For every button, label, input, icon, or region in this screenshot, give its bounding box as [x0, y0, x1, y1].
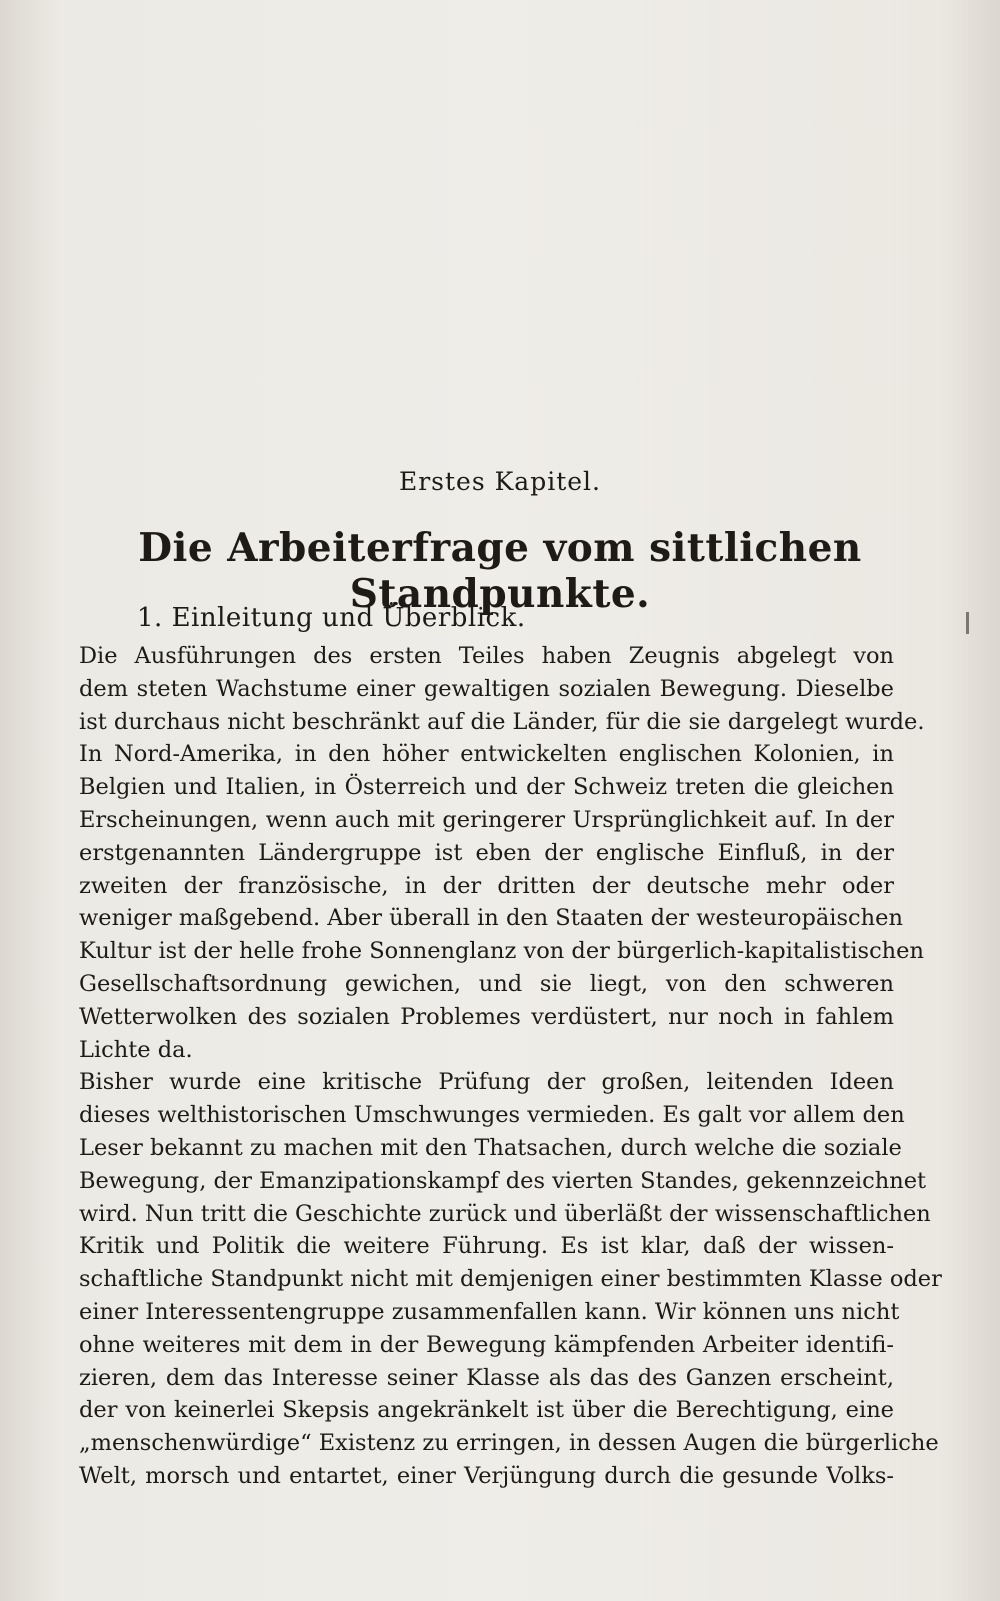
paragraph-2: [79, 1066, 942, 1492]
body-text: [79, 640, 942, 1493]
text-line: ohne weiteres mit dem in der Bewegung kämpfenden Arbeiter identifi-: [79, 1331, 894, 1358]
text-line: In Nord-Amerika, in den höher entwickelten englischen Kolonien, in: [79, 741, 894, 768]
text-line: Wetterwolken des sozialen Problemes verdüstert, nur noch in fahlem: [79, 1003, 894, 1030]
text-line: dieses welthistorischen Umschwunges vermieden. Es galt vor allem den: [79, 1102, 905, 1129]
text-line: erstgenannten Ländergruppe ist eben der englische Einfluß, in der: [79, 839, 894, 866]
text-line: wird. Nun tritt die Geschichte zurück und überläßt der wissenschaftlichen: [79, 1200, 931, 1227]
text-line: zweiten der französische, in der dritten der deutsche mehr oder: [79, 872, 894, 899]
text-line: Welt, morsch und entartet, einer Verjüngung durch die gesunde Volks-: [79, 1462, 894, 1489]
text-line: einer Interessentengruppe zusammenfallen kann. Wir können uns nicht: [79, 1298, 900, 1325]
text-line: zieren, dem das Interesse seiner Klasse als das des Ganzen erscheint,: [79, 1364, 894, 1391]
section-heading: 1. Einleitung und Überblick.: [137, 603, 526, 633]
text-line: schaftliche Standpunkt nicht mit demjenigen einer bestimmten Klasse oder: [79, 1266, 942, 1293]
text-line: Leser bekannt zu machen mit den Thatsachen, durch welche die soziale: [79, 1134, 902, 1161]
chapter-label: Erstes Kapitel.: [398, 467, 601, 496]
text-line: Bewegung, der Emanzipationskampf des vierten Standes, gekennzeichnet: [79, 1167, 927, 1194]
text-line: Erscheinungen, wenn auch mit geringerer Ursprünglichkeit auf. In der: [79, 806, 894, 833]
text-line: Kultur ist der helle frohe Sonnenglanz von der bürgerlich-kapitalistischen: [79, 938, 924, 965]
text-line: der von keinerlei Skepsis angekränkelt ist über die Berechtigung, eine: [79, 1397, 894, 1424]
text-line: „menschenwürdige“ Existenz zu erringen, in dessen Augen die bürgerliche: [79, 1430, 939, 1457]
text-line: Kritik und Politik die weitere Führung. Es ist klar, daß der wissen-: [79, 1233, 894, 1260]
paragraph-1: [79, 640, 925, 1066]
text-line: Lichte da.: [79, 1036, 193, 1063]
text-line: ist durchaus nicht beschränkt auf die Länder, für die sie dargelegt wurde.: [79, 708, 925, 735]
text-line: Die Ausführungen des ersten Teiles haben Zeugnis abgelegt von: [79, 643, 894, 669]
text-line: Bisher wurde eine kritische Prüfung der großen, leitenden Ideen: [79, 1069, 894, 1096]
text-line: dem steten Wachstume einer gewaltigen sozialen Bewegung. Dieselbe: [79, 675, 894, 702]
text-line: weniger maßgebend. Aber überall in den Staaten der westeuropäischen: [79, 905, 903, 932]
text-line: Gesellschaftsordnung gewichen, und sie liegt, von den schweren: [79, 970, 894, 997]
text-line: Belgien und Italien, in Österreich und der Schweiz treten die gleichen: [79, 774, 894, 801]
chapter-title: Die Arbeiterfrage vom sittlichen Standpunkte.: [138, 525, 862, 617]
